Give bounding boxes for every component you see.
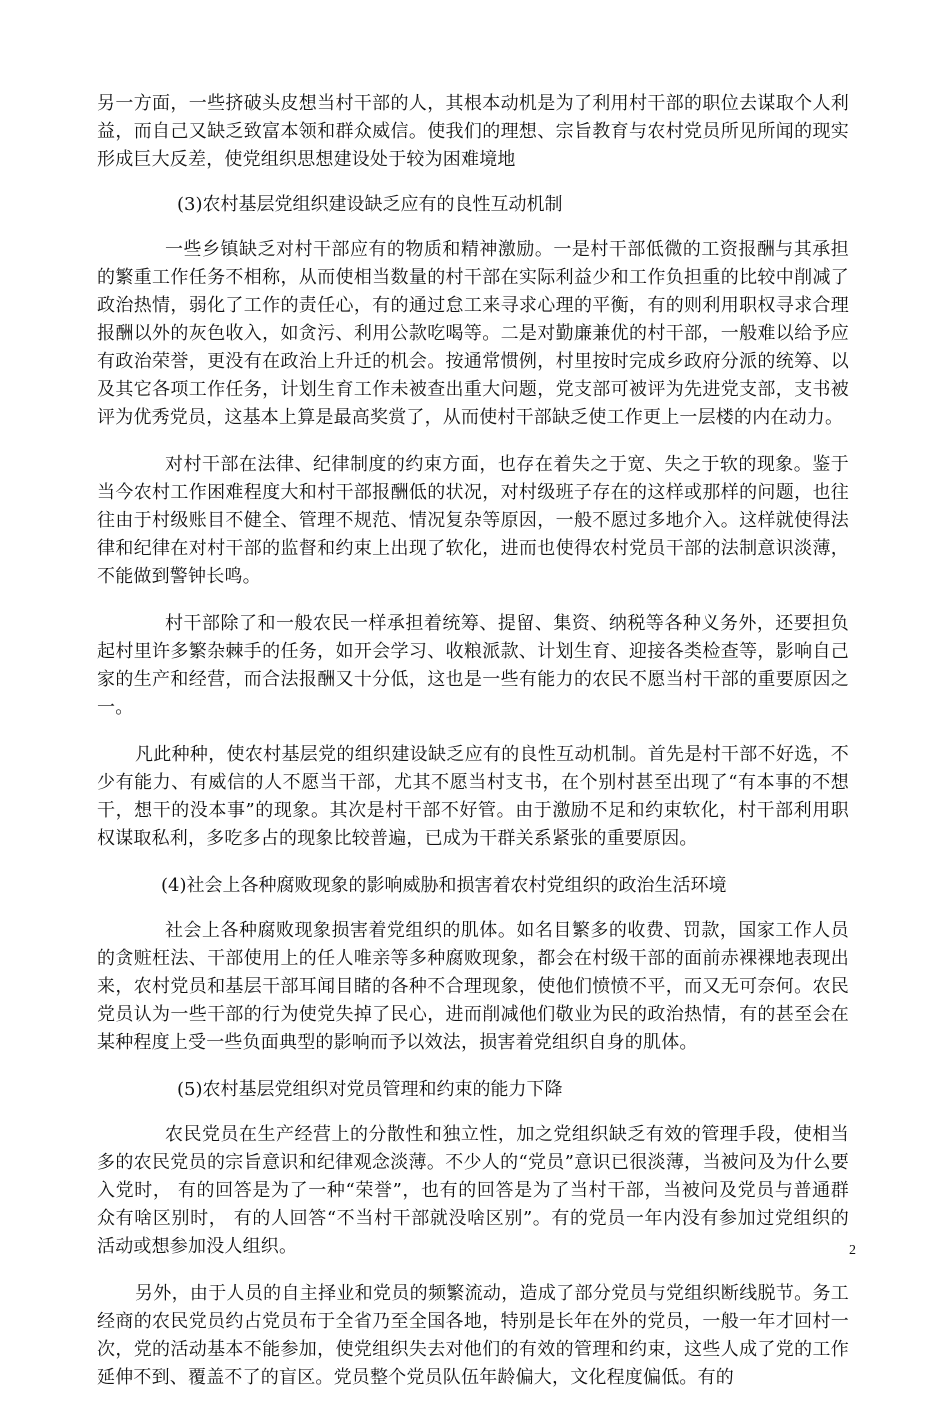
paragraph: 凡此种种，使农村基层党的组织建设缺乏应有的良性互动机制。首先是村干部不好选，不少有能力、有威信的人不愿当干部，尤其不愿当村支书，在个别村甚至出现了“有本事的不想干，想干的没本事”的现象。其次是村干部不好管。由于激励不足和约束软化，村干部利用职权谋取私利，多吃多占的现象比较普遍，已成为干群关系紧张的重要原因。 bbox=[97, 744, 849, 849]
paragraph: 村干部除了和一般农民一样承担着统筹、提留、集资、纳税等各种义务外，还要担负起村里许多繁杂棘手的任务，如开会学习、收粮派款、计划生育、迎接各类检查等，影响自己家的生产和经营，而合法报酬又十分低，这也是一些有能力的农民不愿当村干部的重要原因之一。 bbox=[97, 613, 849, 718]
paragraph: 对村干部在法律、纪律制度的约束方面，也存在着失之于宽、失之于软的现象。鉴于当今农村工作困难程度大和村干部报酬低的状况，对村级班子存在的这样或那样的问题，也往往由于村级账目不健全、管理不规范、情况复杂等原因，一般不愿过多地介入。这样就使得法律和纪律在对村干部的监督和约束上出现了软化，进而也使得农村党员干部的法制意识淡薄，不能做到警钟长鸣。 bbox=[97, 454, 849, 587]
paragraph: 社会上各种腐败现象损害着党组织的肌体。如名目繁多的收费、罚款，国家工作人员的贪赃枉法、干部使用上的任人唯亲等多种腐败现象，都会在村级干部的面前赤裸裸地表现出来，农村党员和基层干部耳闻目睹的各种不合理现象，使他们愤愤不平，而又无可奈何。农民党员认为一些干部的行为使党失掉了民心，进而削减他们敬业为民的政治热情，有的甚至会在某种程度上受一些负面典型的影响而予以效法，损害着党组织自身的肌体。 bbox=[97, 920, 849, 1053]
paragraph: 另一方面，一些挤破头皮想当村干部的人，其根本动机是为了利用村干部的职位去谋取个人利益，而自己又缺乏致富本领和群众威信。使我们的理想、宗旨教育与农村党员所见所闻的现实形成巨大反差，使党组织思想建设处于较为困难境地 bbox=[97, 93, 849, 170]
document-body bbox=[97, 90, 849, 1411]
paragraph: 另外，由于人员的自主择业和党员的频繁流动，造成了部分党员与党组织断线脱节。务工经商的农民党员约占党员布于全省乃至全国各地，特别是长年在外的党员，一般一年才回村一次，党的活动基本不能参加，使党组织失去对他们的有效的管理和约束，这些人成了党的工作延伸不到、覆盖不了的盲区。党员整个党员队伍年龄偏大，文化程度偏低。有的 bbox=[97, 1283, 849, 1388]
section-heading: (4)社会上各种腐败现象的影响威胁和损害着农村党组织的政治生活环境 bbox=[161, 875, 727, 896]
section-heading: (3)农村基层党组织建设缺乏应有的良性互动机制 bbox=[177, 194, 563, 215]
paragraph: 农民党员在生产经营上的分散性和独立性，加之党组织缺乏有效的管理手段，使相当多的农民党员的宗旨意识和纪律观念淡薄。不少人的“党员”意识已很淡薄，当被问及为什么要入党时， 有的回答是为了一种“荣誉”，也有的回答是为了当村干部，当被问及党员与普通群众有啥区别时， 有的人回答“不当村干部就没啥区别”。有的党员一年内没有参加过党组织的活动或想参加没人组织。 bbox=[97, 1124, 849, 1257]
section-heading: (5)农村基层党组织对党员管理和约束的能力下降 bbox=[177, 1079, 563, 1100]
page-number: 2 bbox=[849, 1243, 856, 1258]
paragraph: 一些乡镇缺乏对村干部应有的物质和精神激励。一是村干部低微的工资报酬与其承担的繁重工作任务不相称，从而使相当数量的村干部在实际利益少和工作负担重的比较中削减了政治热情，弱化了工作的责任心，有的通过怠工来寻求心理的平衡，有的则利用职权寻求合理报酬以外的灰色收入，如贪污、利用公款吃喝等。二是对勤廉兼优的村干部，一般难以给予应有政治荣誉，更没有在政治上升迁的机会。按通常惯例，村里按时完成乡政府分派的统筹、以及其它各项工作任务，计划生育工作未被查出重大问题，党支部可被评为先进党支部，支书被评为优秀党员，这基本上算是最高奖赏了，从而使村干部缺乏使工作更上一层楼的内在动力。 bbox=[97, 239, 849, 428]
